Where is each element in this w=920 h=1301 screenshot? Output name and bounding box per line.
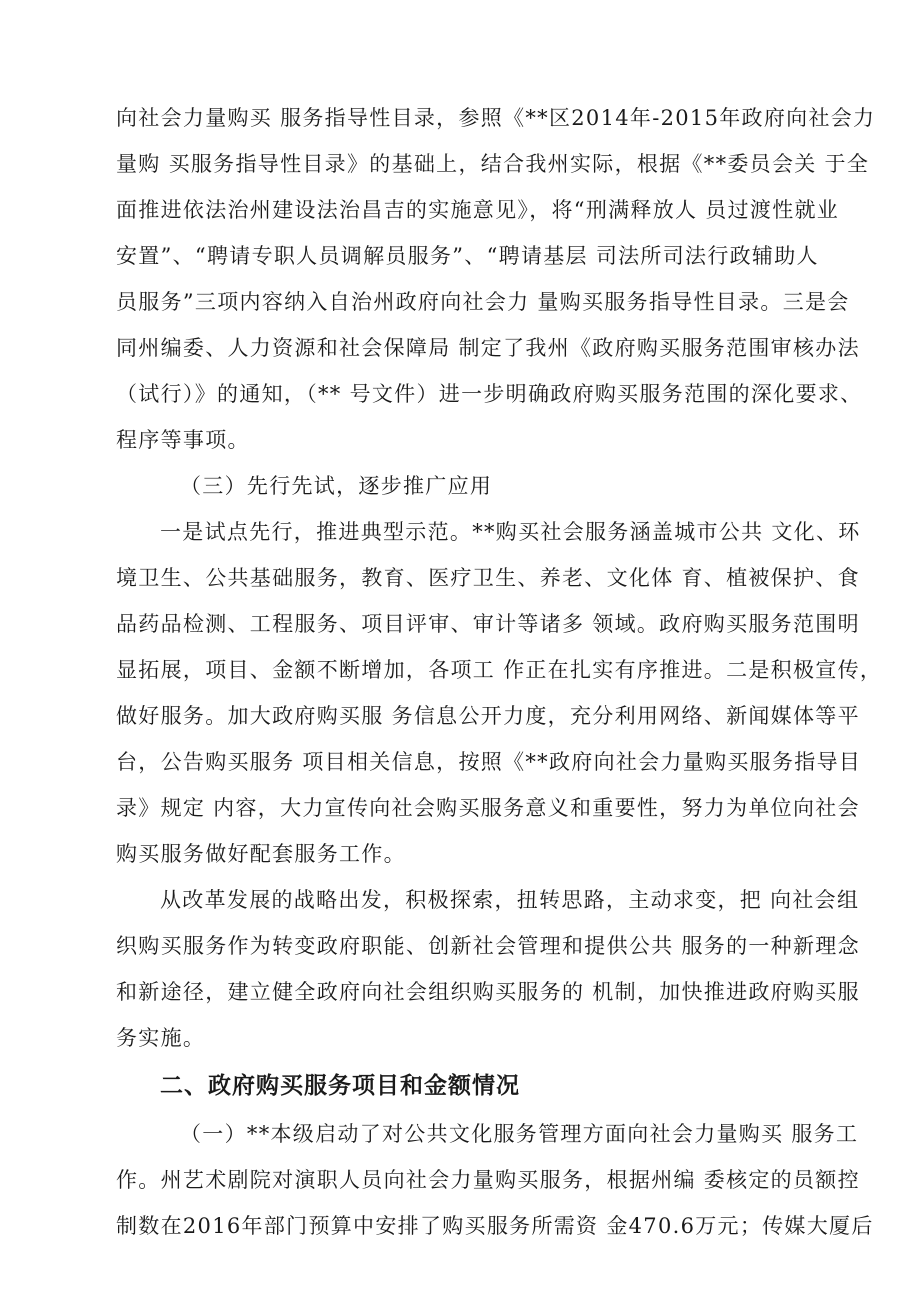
paragraph-line: 员服务”三项内容纳入自治州政府向社会力 量购买服务指导性目录。三是会: [116, 290, 850, 314]
paragraph-line: 从改革发展的战略出发，积极探索，扭转思路，主动求变，把 向社会组: [160, 888, 860, 912]
paragraph-line: 境卫生、公共基础服务，教育、医疗卫生、养老、文化体 育、植被保护、食: [116, 566, 860, 590]
paragraph-line: 制数在2016年部门预算中安排了购买服务所需资 金470.6万元；传媒大厦后: [116, 1214, 874, 1238]
paragraph-line: 作。州艺术剧院对演职人员向社会力量购买服务，根据州编 委核定的员额控: [116, 1168, 860, 1192]
paragraph-line: 织购买服务作为转变政府职能、创新社会管理和提供公共 服务的一种新理念: [116, 934, 860, 958]
paragraph-line: 同州编委、人力资源和社会保障局 制定了我州《政府购买服务范围审核办法: [116, 336, 860, 360]
paragraph-line: 面推进依法治州建设法治昌吉的实施意见》，将“刑满释放人 员过渡性就业: [116, 198, 840, 222]
paragraph-line: （一）**本级启动了对公共文化服务管理方面向社会力量购买 服务工: [180, 1122, 859, 1146]
paragraph-line: 购买服务做好配套服务工作。: [116, 842, 406, 866]
paragraph-line: （试行）》的通知，（** 号文件）进一步明确政府购买服务范围的深化要求、: [116, 382, 863, 406]
section-subheading: （三）先行先试，逐步推广应用: [180, 474, 493, 498]
paragraph-line: 务实施。: [116, 1026, 206, 1050]
section-heading: 二、政府购买服务项目和金额情况: [160, 1073, 520, 1099]
paragraph-line: 品药品检测、工程服务、项目评审、审计等诸多 领域。政府购买服务范围明: [116, 612, 860, 636]
paragraph-line: 安置”、“聘请专职人员调解员服务”、“聘请基层 司法所司法行政辅助人: [116, 244, 819, 268]
paragraph-line: 录》规定 内容，大力宣传向社会购买服务意义和重要性，努力为单位向社会: [116, 796, 860, 820]
paragraph-line: 向社会力量购买 服务指导性目录，参照《**区2014年-2015年政府向社会力: [116, 106, 876, 130]
paragraph-line: 台，公告购买服务 项目相关信息，按照《**政府向社会力量购买服务指导目: [116, 750, 862, 774]
paragraph-line: 做好服务。加大政府购买服 务信息公开力度，充分利用网络、新闻媒体等平: [116, 704, 860, 728]
paragraph-line: 和新途径，建立健全政府向社会组织购买服务的 机制，加快推进政府购买服: [116, 980, 860, 1004]
paragraph-line: 显拓展，项目、金额不断增加，各项工 作正在扎实有序推进。二是积极宣传，: [116, 658, 883, 682]
paragraph-line: 量购 买服务指导性目录》的基础上，结合我州实际，根据《**委员会关 于全: [116, 152, 870, 176]
paragraph-line: 一是试点先行，推进典型示范。**购买社会服务涵盖城市公共 文化、环: [160, 520, 861, 544]
paragraph-line: 程序等事项。: [116, 428, 250, 452]
